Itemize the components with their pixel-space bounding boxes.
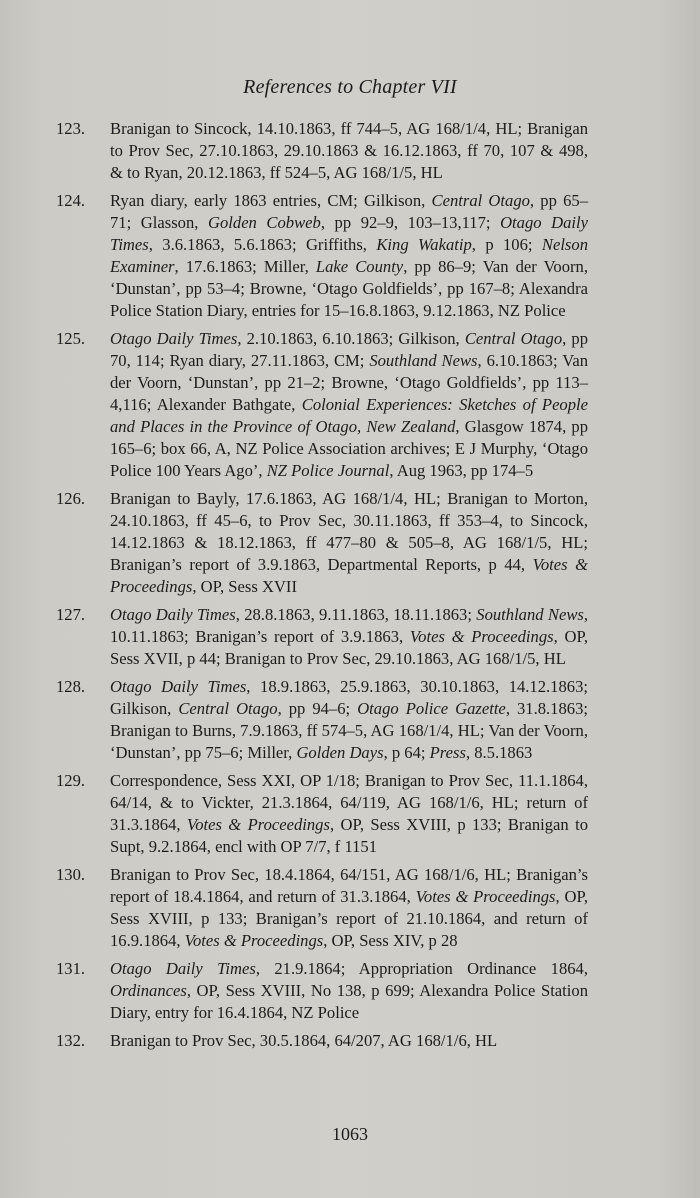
- citation-text: Branigan to Sincock, 14.10.1863, ff 744–5, AG 168/1/4, HL; Branigan to Prov Sec, 27.10.1863, 29.10.1863 & 16.12.1863, ff 70, 107 & 498, & to Ryan, 20.12.1863, ff 524–5, AG 168/1/5, HL: [110, 119, 588, 182]
- reference-entry: [56, 604, 588, 670]
- reference-text: [110, 328, 588, 482]
- reference-text: [110, 604, 588, 670]
- citation-text: , pp 86–9; Van der Voorn, ‘Dunstan’, pp 53–4; Browne, ‘Otago Goldfields’, pp 167–8; Alexandra Police Station Diary, entries for 15–16.8.1863, 9.12.1863, NZ Police: [110, 257, 588, 320]
- citation-text: Branigan to Bayly, 17.6.1863, AG 168/1/4, HL; Branigan to Morton, 24.10.1863, ff 45–6, to Prov Sec, 30.11.1863, ff 353–4, to Sincock, 14.12.1863 & 18.12.1863, ff 477–80 & 505–8, AG 168/1/5, HL; Branigan’s report of 3.9.1863, Departmental Reports, p 44,: [110, 489, 588, 574]
- citation-title: Otago Daily Times: [110, 677, 247, 696]
- citation-title: NZ Police Journal: [266, 461, 390, 480]
- reference-entry: [56, 1030, 588, 1052]
- reference-number: 129.: [56, 771, 86, 790]
- reference-text: [110, 864, 588, 952]
- citation-text: , pp 94–6;: [277, 699, 358, 718]
- reference-text: [110, 1030, 588, 1052]
- citation-text: Branigan to Prov Sec, 18.4.1864, 64/151, AG 168/1/6, HL; Branigan’s report of 18.4.1864, and return of 31.3.1864,: [110, 865, 588, 906]
- reference-entry: [56, 770, 588, 858]
- citation-text: , 28.8.1863, 9.11.1863, 18.11.1863;: [235, 605, 477, 624]
- citation-title: Otago Police Gazette: [357, 699, 506, 718]
- citation-text: , 3.6.1863, 5.6.1863; Griffiths,: [148, 235, 377, 254]
- citation-text: , pp 70, 114; Ryan diary, 27.11.1863, CM;: [110, 329, 589, 370]
- reference-number: 126.: [56, 489, 86, 508]
- citation-text: , OP, Sess XVIII, p 133; Branigan to Supt, 9.2.1864, encl with OP 7/7, f 1151: [110, 815, 588, 856]
- citation-title: Otago Daily Times: [110, 959, 256, 978]
- citation-text: , pp 65–71; Glasson,: [110, 191, 588, 232]
- reference-number: 127.: [56, 605, 86, 624]
- citation-title: Nelson Examiner: [110, 235, 588, 276]
- citation-text: , OP, Sess XVIII, No 138, p 699; Alexandra Police Station Diary, entry for 16.4.1864, NZ Police: [110, 981, 588, 1022]
- citation-text: , p 64;: [383, 743, 430, 762]
- citation-title: Colonial Experiences: Sketches of People and Places in the Province of Otago, New Zealand: [110, 395, 589, 436]
- citation-title: Press: [429, 743, 466, 762]
- citation-title: Votes & Proceedings: [184, 931, 324, 950]
- reference-entry: [56, 190, 588, 322]
- citation-text: , Aug 1963, pp 174–5: [389, 461, 534, 480]
- reference-number: 124.: [56, 191, 86, 210]
- citation-title: Golden Cobweb: [208, 213, 321, 232]
- citation-title: Central Otago: [178, 699, 278, 718]
- citation-text: , 10.11.1863; Branigan’s report of 3.9.1863,: [110, 605, 588, 646]
- citation-title: Votes & Proceedings: [415, 887, 556, 906]
- reference-list: [56, 118, 588, 1058]
- reference-text: [110, 190, 588, 322]
- reference-number: 125.: [56, 329, 86, 348]
- page-number: 1063: [332, 1124, 368, 1144]
- citation-text: , 8.5.1863: [465, 743, 533, 762]
- reference-number: 123.: [56, 119, 86, 138]
- citation-text: , p 106;: [471, 235, 542, 254]
- citation-title: Southland News: [369, 351, 478, 370]
- citation-title: Central Otago: [431, 191, 530, 210]
- reference-entry: [56, 958, 588, 1024]
- citation-text: , OP, Sess XVII, p 44; Branigan to Prov Sec, 29.10.1863, AG 168/1/5, HL: [110, 627, 588, 668]
- reference-text: [110, 958, 588, 1024]
- citation-title: Otago Daily Times: [110, 213, 588, 254]
- citation-text: Ryan diary, early 1863 entries, CM; Gilkison,: [110, 191, 432, 210]
- citation-text: , 31.8.1863; Branigan to Burns, 7.9.1863, ff 574–5, AG 168/1/4, HL; Van der Voorn, ‘Dunstan’, pp 75–6; Miller,: [110, 699, 588, 762]
- citation-text: Branigan to Prov Sec, 30.5.1864, 64/207, AG 168/1/6, HL: [110, 1031, 498, 1050]
- reference-text: [110, 676, 588, 764]
- citation-title: Golden Days: [296, 743, 384, 762]
- citation-title: Votes & Proceedings: [186, 815, 330, 834]
- citation-text: , 18.9.1863, 25.9.1863, 30.10.1863, 14.12.1863; Gilkison,: [110, 677, 588, 718]
- citation-title: Votes & Proceedings: [110, 555, 588, 596]
- reference-number: 130.: [56, 865, 86, 884]
- citation-title: Otago Daily Times: [110, 329, 238, 348]
- citation-text: , OP, Sess XVIII, p 133; Branigan’s report of 21.10.1864, and return of 16.9.1864,: [110, 887, 589, 950]
- citation-title: Central Otago: [464, 329, 563, 348]
- running-head: References to Chapter VII: [243, 76, 457, 98]
- citation-text: , 2.10.1863, 6.10.1863; Gilkison,: [237, 329, 465, 348]
- citation-text: , OP, Sess XIV, p 28: [323, 931, 458, 950]
- reference-text: [110, 488, 588, 598]
- citation-title: Southland News: [476, 605, 584, 624]
- reference-entry: [56, 488, 588, 598]
- citation-title: Votes & Proceedings: [409, 627, 554, 646]
- citation-title: Otago Daily Times: [110, 605, 236, 624]
- reference-entry: [56, 328, 588, 482]
- citation-title: Ordinances: [110, 981, 187, 1000]
- citation-text: , pp 92–9, 103–13,117;: [320, 213, 501, 232]
- citation-title: Lake County: [315, 257, 404, 276]
- citation-text: , 21.9.1864; Appropriation Ordinance 1864,: [255, 959, 588, 978]
- reference-text: [110, 770, 588, 858]
- citation-text: , 17.6.1863; Miller,: [174, 257, 316, 276]
- citation-text: , OP, Sess XVII: [192, 577, 297, 596]
- reference-entry: [56, 676, 588, 764]
- reference-number: 132.: [56, 1031, 86, 1050]
- reference-entry: [56, 118, 588, 184]
- citation-title: King Wakatip: [376, 235, 472, 254]
- reference-entry: [56, 864, 588, 952]
- citation-text: , 6.10.1863; Van der Voorn, ‘Dunstan’, pp 21–2; Browne, ‘Otago Goldfields’, pp 113–4,116; Alexander Bathgate,: [110, 351, 589, 414]
- reference-number: 131.: [56, 959, 86, 978]
- reference-text: [110, 118, 588, 184]
- reference-number: 128.: [56, 677, 86, 696]
- citation-text: Correspondence, Sess XXI, OP 1/18; Branigan to Prov Sec, 11.1.1864, 64/14, & to Vickter, 21.3.1864, 64/119, AG 168/1/6, HL; return of 31.3.1864,: [110, 771, 588, 834]
- citation-text: , Glasgow 1874, pp 165–6; box 66, A, NZ Police Association archives; E J Murphy, ‘Otago Police 100 Years Ago’,: [110, 417, 588, 480]
